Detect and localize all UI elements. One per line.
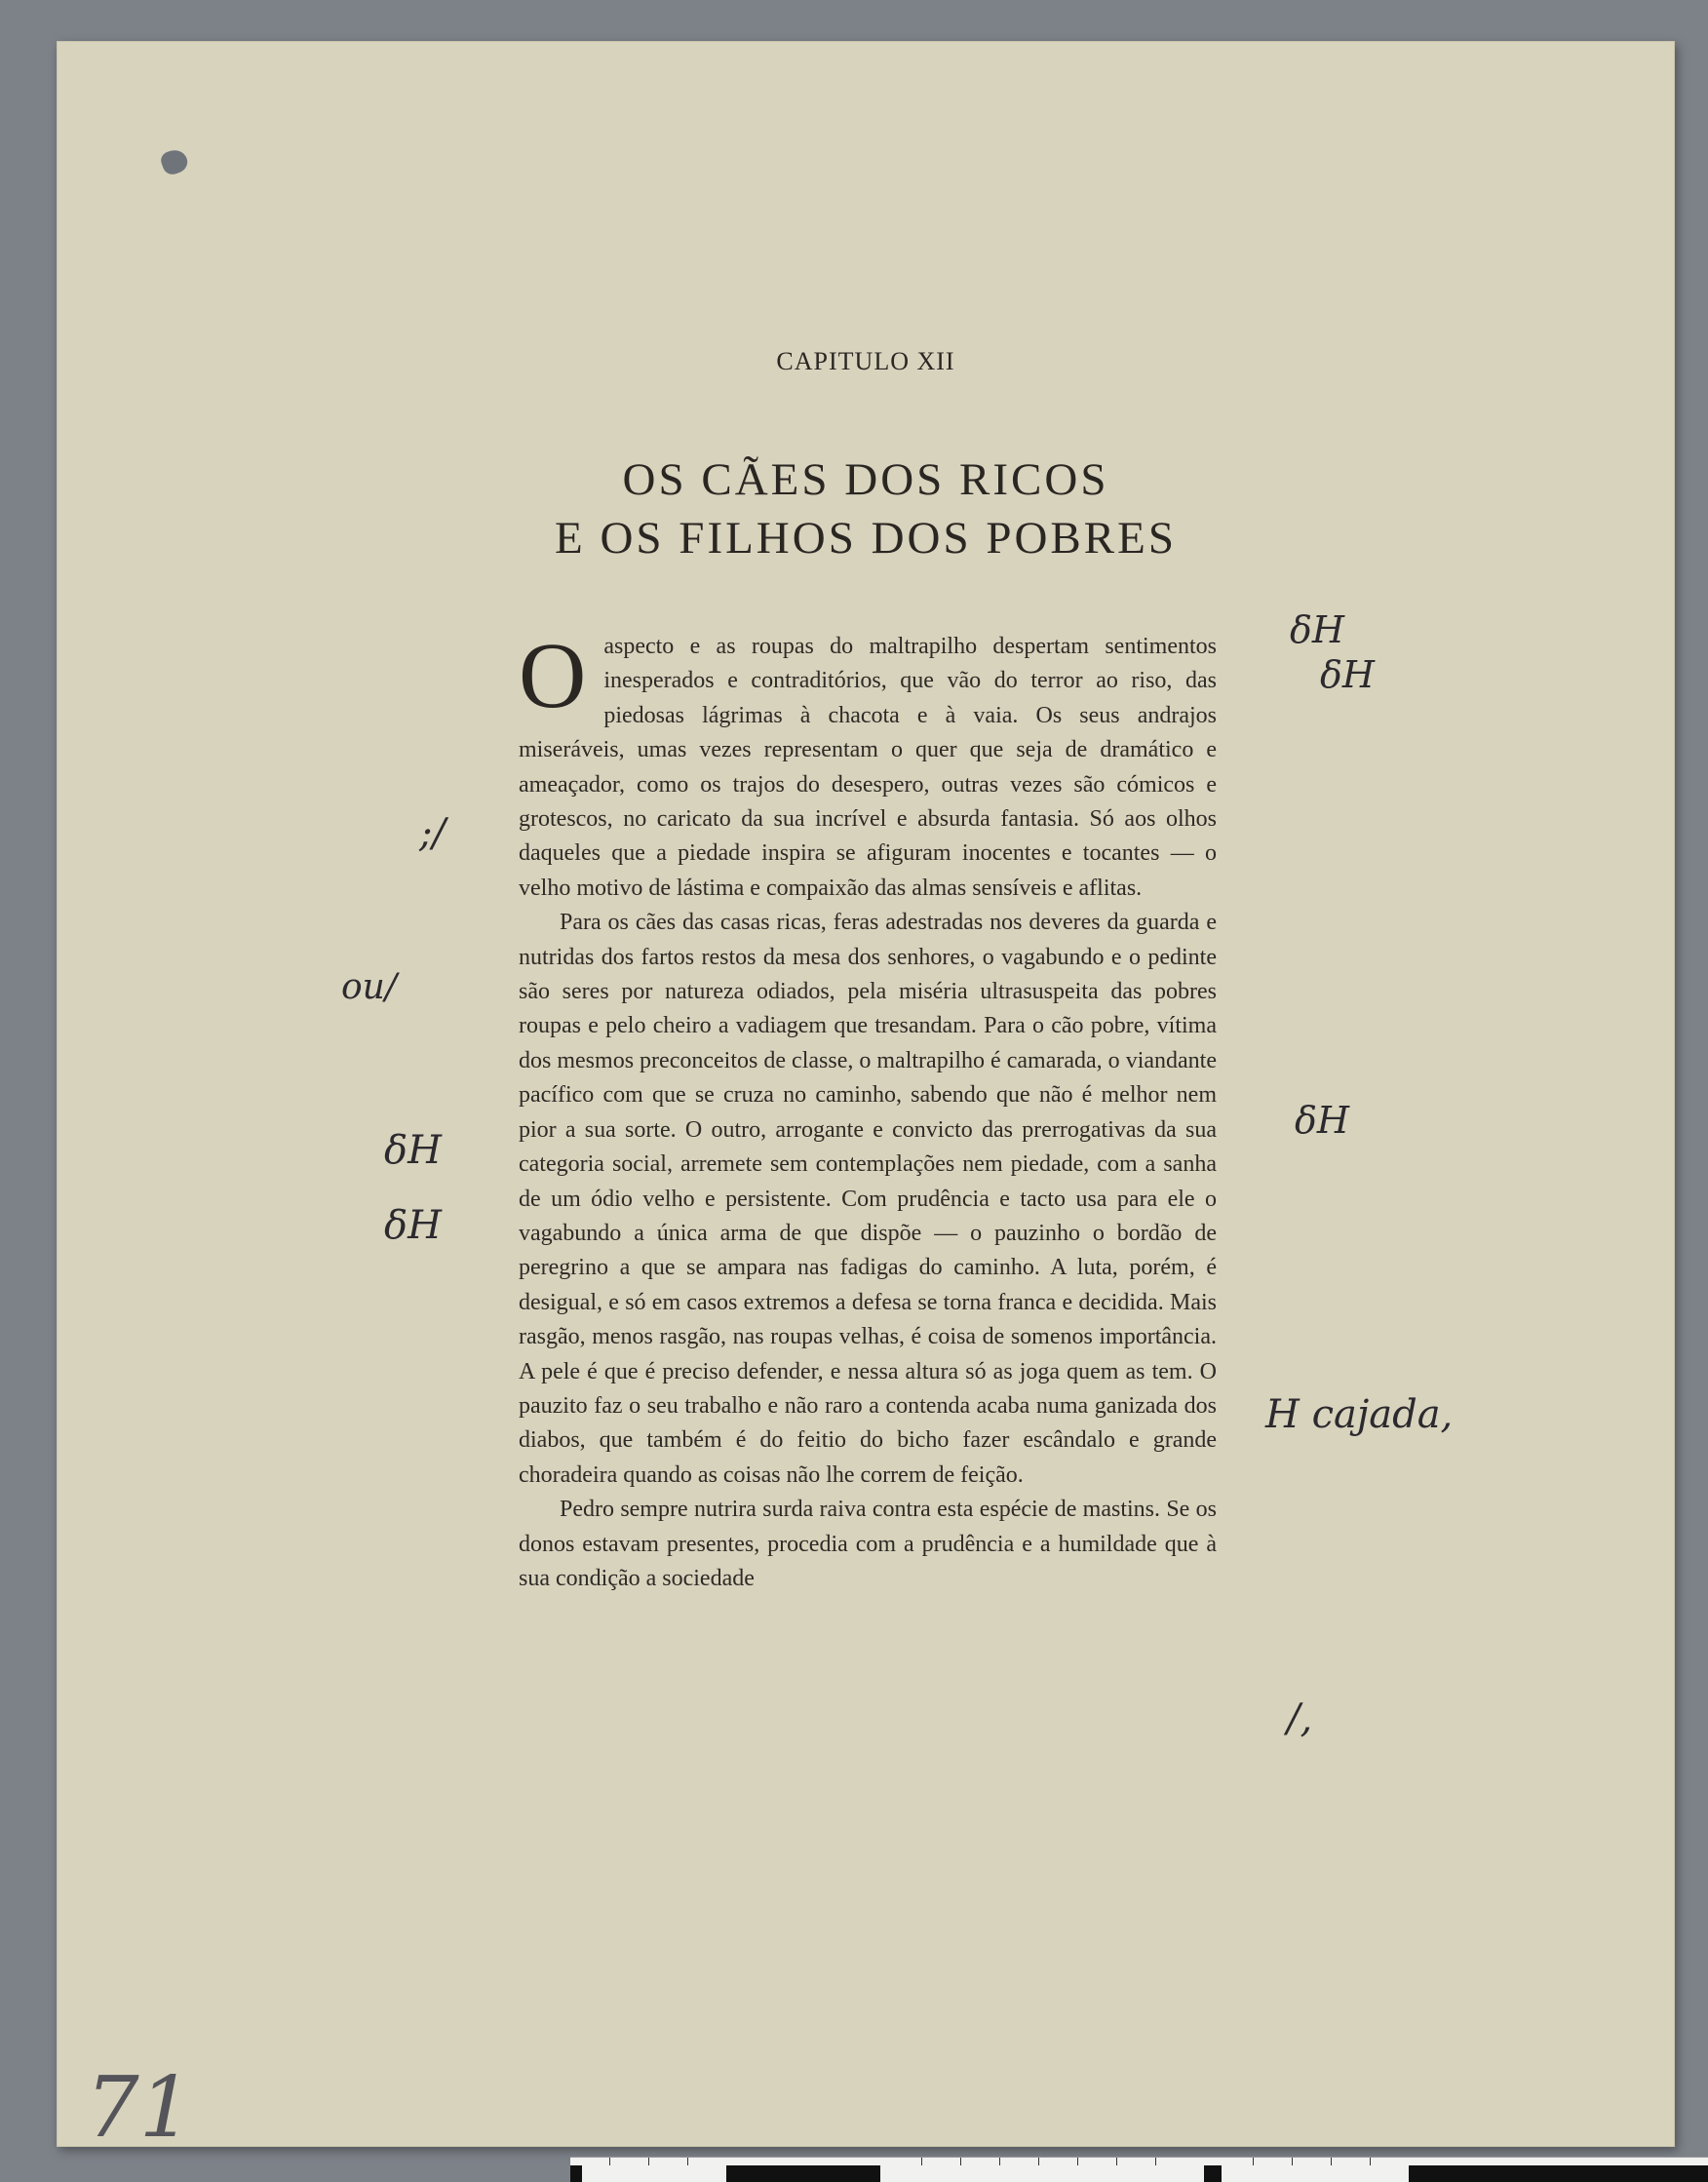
scale-tick	[687, 2158, 688, 2165]
scale-tick	[1077, 2158, 1078, 2165]
body-text	[519, 623, 1217, 1596]
scale-tick	[609, 2158, 610, 2165]
margin-note-comma: /,	[1287, 1696, 1313, 1741]
margin-note-left-3: δH	[384, 1128, 442, 1173]
margin-note-right-2: δH	[1320, 653, 1376, 696]
chapter-heading: CAPITULO XII	[776, 347, 955, 375]
scale-segment	[726, 2165, 880, 2182]
punch-hole	[159, 146, 191, 176]
scale-gap	[1222, 2165, 1392, 2182]
margin-note-semicolon: ;/	[419, 811, 446, 856]
margin-note-right-3: δH	[1295, 1099, 1350, 1142]
scale-tick	[1116, 2158, 1117, 2165]
paragraph-1-text: aspecto e as roupas do maltrapilho despertam sentimentos inesperados e contraditórios, que vão do terror ao riso, das piedosas lágrimas à chacota e à vaia. Os seus andrajos miseráveis, umas vezes representam o quer que seja de dramático e ameaçador, como os trajos do desespero, outras vezes são cómicos e grotescos, no caricato da sua incrível e absurda fantasia. Só aos olhos daqueles que a piedade inspira se afiguram inocentes e tocantes — o velho motivo de lástima e compaixão das almas sensíveis e aflitas.	[519, 634, 1217, 901]
title-line-1: OS CÃES DOS RICOS	[622, 454, 1109, 505]
scale-tick	[648, 2158, 649, 2165]
title-line-2: E OS FILHOS DOS POBRES	[555, 513, 1177, 564]
paragraph-2: Para os cães das casas ricas, feras adestradas nos deveres da guarda e nutridas dos fartos restos da mesa dos senhores, o vagabundo e o pedinte são seres por natureza odiados, pela miséria ultrasuspeita das pobres roupas e pelo cheiro a vadiagem que tresandam. Para o cão pobre, vítima dos mesmos preconceitos de classe, o maltrapilho é camarada, o viandante pacífico com que se cruza no caminho, sabendo que não é melhor nem pior a sua sorte. O outro, arrogante e convicto das prerrogativas da sua categoria social, arremete sem contemplações nem piedade, com a sanha de um ódio velho e persistente. Com prudência e tacto usa para ele o vagabundo a única arma de que dispõe — o pauzinho o bordão de peregrino a que se ampara nas fadigas do caminho. A luta, porém, é desigual, e só em casos extremos a defesa se torna franca e decidida. Mais rasgão, menos rasgão, nas roupas velhas, é coisa de somenos importância. A pele é que é preciso defender, e nessa altura só as joga quem as tem. O pauzito faz o seu trabalho e não raro a contenda acaba numa ganizada dos diabos, que também é do feitio do bicho fazer escândalo e grande choradeira quando as coisas não lhe correm de feição.	[519, 910, 1217, 1488]
paragraph-1	[519, 623, 1217, 906]
scale-tick	[1292, 2158, 1293, 2165]
paragraph-3: Pedro sempre nutrira surda raiva contra esta espécie de mastins. Se os donos estavam presentes, procedia com a prudência e a humildade que à sua condição a sociedade	[519, 1497, 1217, 1591]
scale-tick	[921, 2158, 922, 2165]
manuscript-page	[57, 41, 1675, 2157]
margin-note-left-4: δH	[384, 1203, 442, 1248]
scale-segment	[1204, 2165, 1222, 2182]
scale-tick	[999, 2158, 1000, 2165]
margin-note-right-1: δH	[1290, 608, 1345, 651]
measurement-scale	[570, 2157, 1708, 2182]
scale-tick	[1253, 2158, 1254, 2165]
drop-cap: O	[519, 623, 587, 727]
scale-tick	[1370, 2158, 1371, 2165]
scale-segment	[570, 2165, 582, 2182]
margin-note-cajada: H cajada,	[1265, 1392, 1454, 1437]
scale-tick	[1038, 2158, 1039, 2165]
scale-tick	[1155, 2158, 1156, 2165]
chapter-title	[57, 450, 1675, 567]
scale-tick	[960, 2158, 961, 2165]
margin-note-ou: ou/	[341, 967, 397, 1007]
page-number: 71	[86, 2059, 193, 2157]
scale-segment	[1409, 2165, 1708, 2182]
scale-tick	[1331, 2158, 1332, 2165]
